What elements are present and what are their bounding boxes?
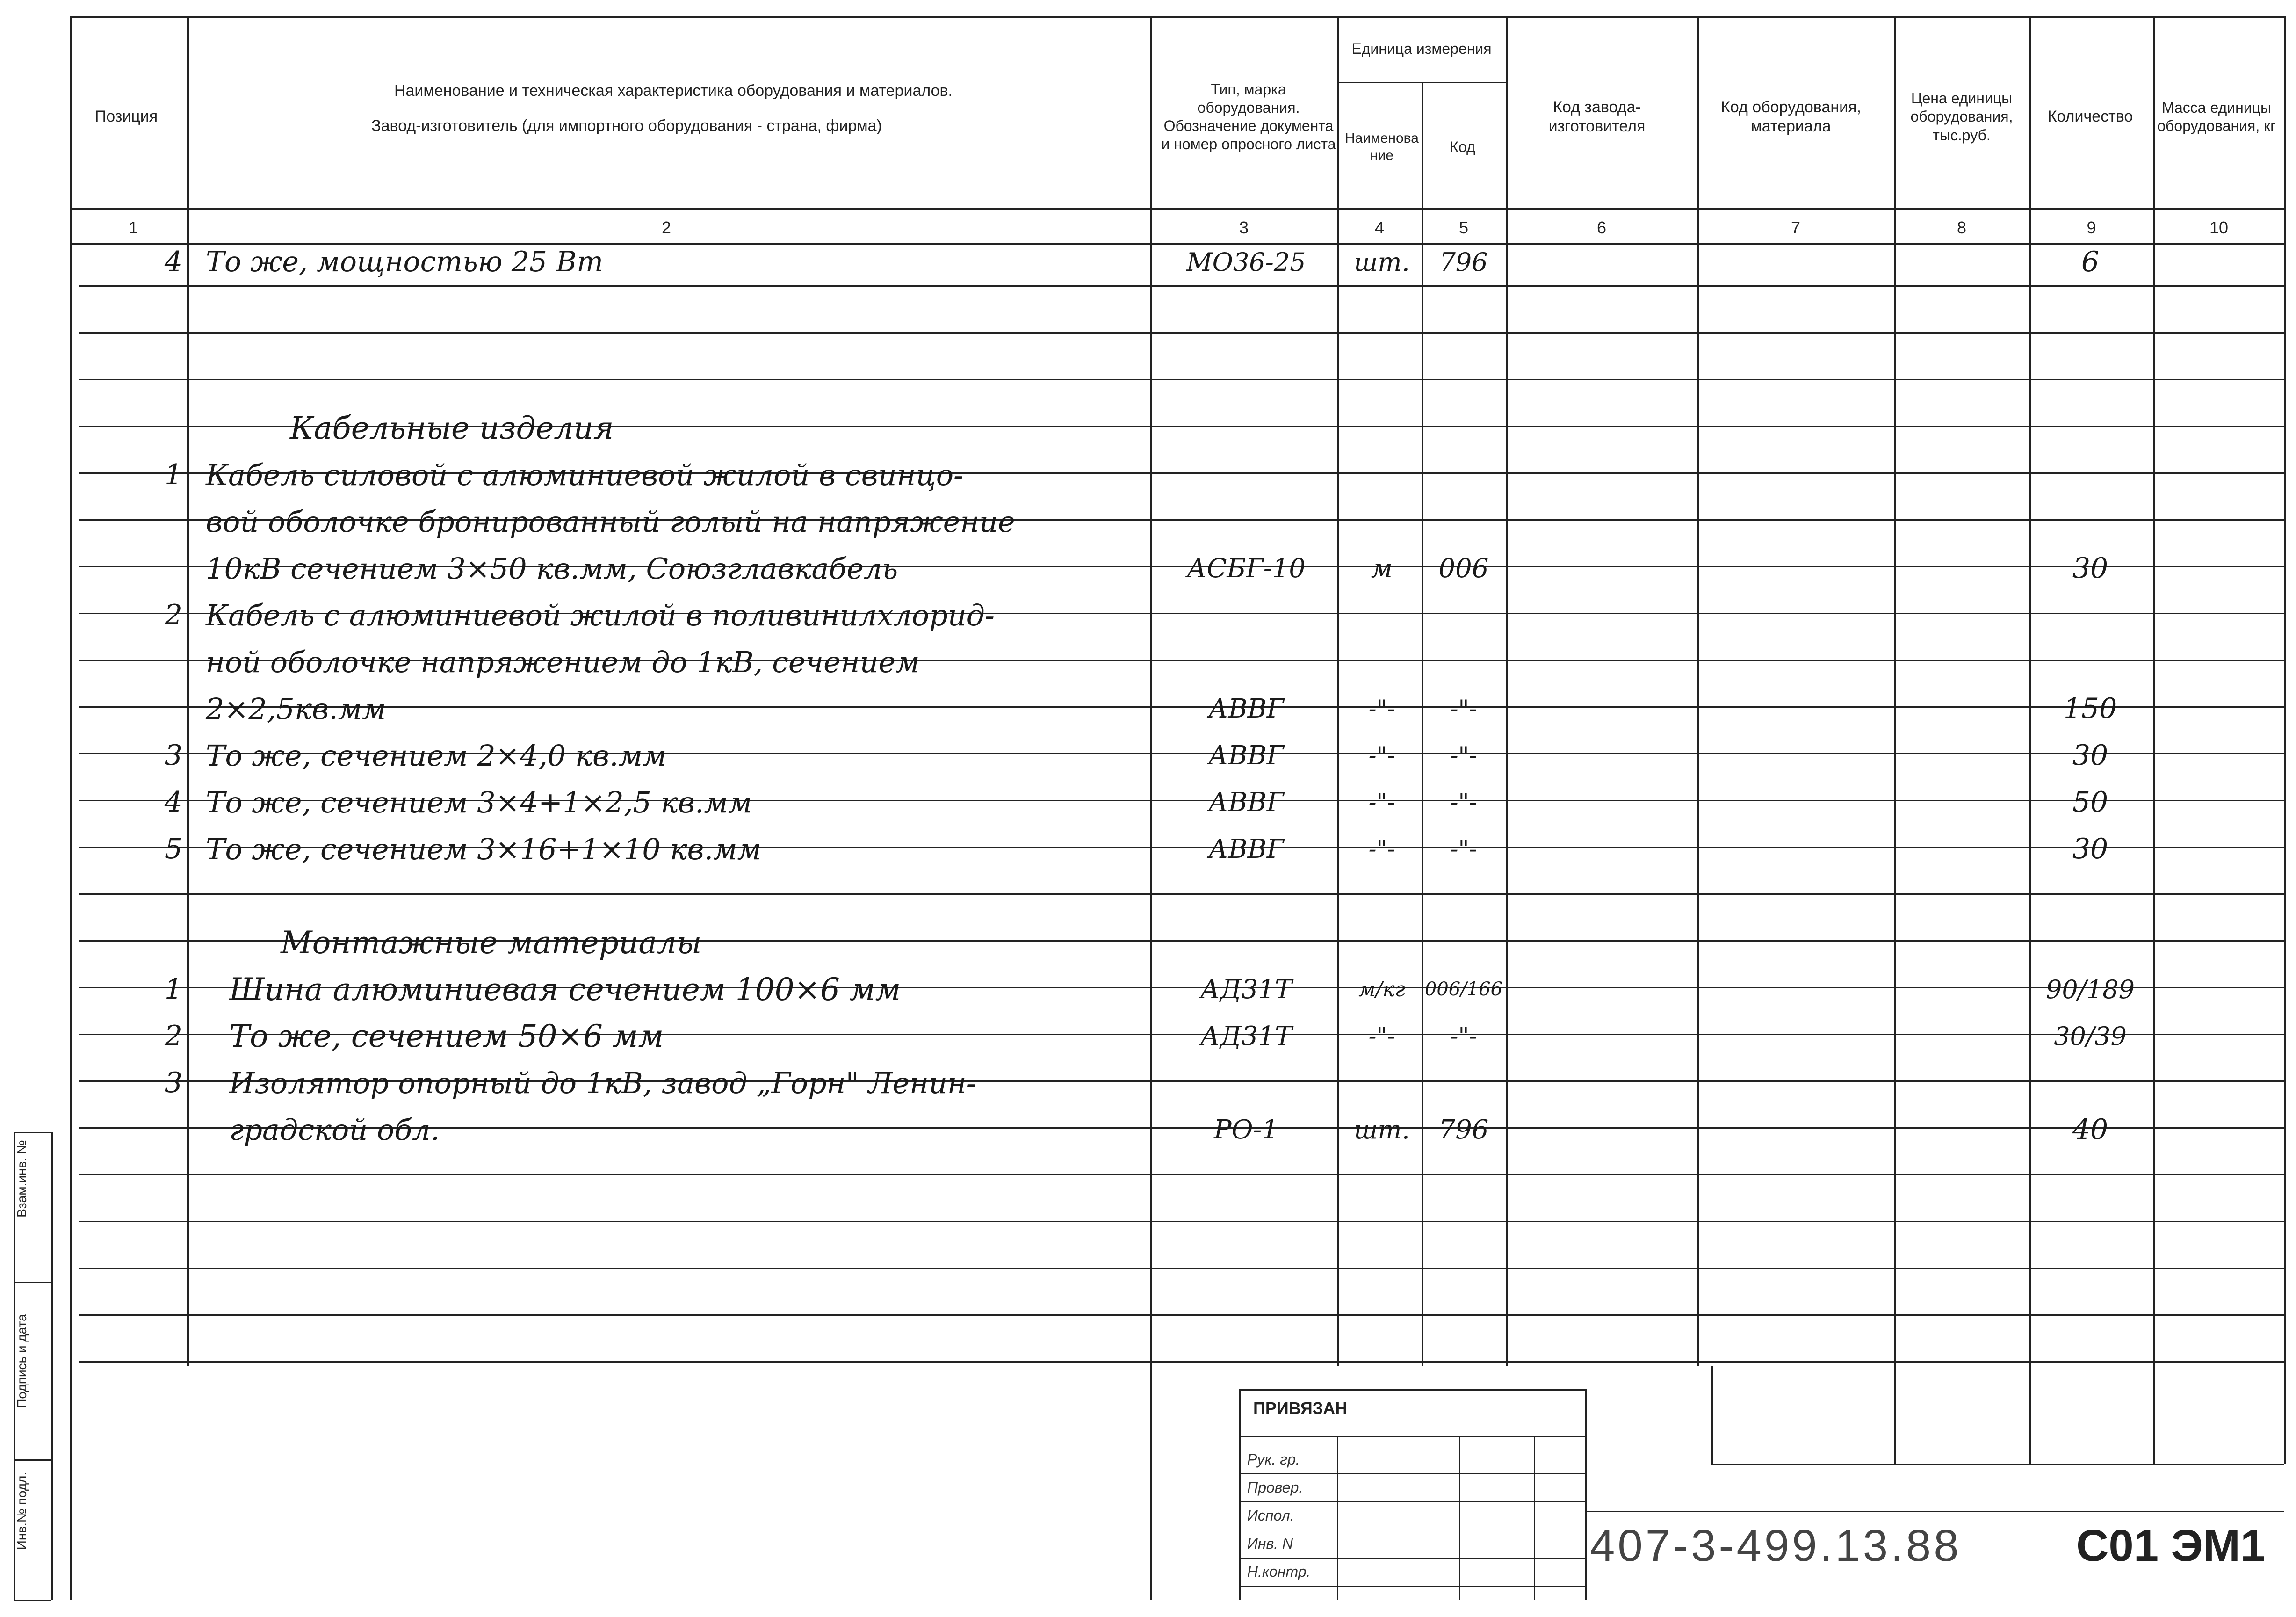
column-divider — [1150, 16, 1152, 1600]
row-unit: -"- — [1368, 835, 1395, 863]
lower-right-border — [1711, 1464, 2284, 1465]
row-unit: шт. — [1354, 247, 1410, 277]
header-unit-code: Код — [1450, 138, 1475, 156]
title-block-row-line — [1239, 1586, 1585, 1587]
row-name: Кабель силовой с алюминиевой жилой в свинцо- — [206, 457, 963, 492]
row-qty: 40 — [2072, 1113, 2108, 1146]
title-block-left — [1239, 1389, 1241, 1600]
row-divider — [79, 1314, 2284, 1316]
column-number-6: 6 — [1596, 218, 1607, 237]
table-top-border — [70, 16, 2284, 18]
row-qty: 30 — [2072, 833, 2108, 865]
section-title-cables: Кабельные изделия — [290, 410, 614, 446]
row-divider — [79, 1361, 2284, 1363]
row-code: -"- — [1450, 835, 1477, 863]
header-mass: Масса единицы оборудования, кг — [2157, 99, 2276, 134]
row-name: То же, сечением 3×4+1×2,5 кв.мм — [206, 785, 752, 819]
column-divider — [1506, 16, 1508, 1366]
row-divider — [79, 379, 2284, 380]
row-divider — [79, 1268, 2284, 1269]
row-name: Изолятор опорный до 1кВ, завод „Горн" Ленин- — [229, 1066, 976, 1100]
title-block-col-line — [1534, 1436, 1535, 1600]
row-name: То же, сечением 50×6 мм — [229, 1018, 664, 1054]
document-code: 407-3-499.13.88 — [1590, 1521, 1962, 1571]
row-code: 006 — [1438, 553, 1489, 584]
row-divider — [79, 332, 2284, 334]
column-divider — [1422, 82, 1423, 1366]
row-type: АВВГ — [1208, 693, 1284, 724]
column-divider — [1337, 16, 1339, 1366]
row-name: Кабель с алюминиевой жилой в поливинилхлорид- — [206, 598, 995, 632]
side-stamp-line — [14, 1282, 51, 1283]
row-qty: 30/39 — [2054, 1021, 2127, 1051]
row-position: 5 — [164, 833, 182, 865]
row-code: -"- — [1450, 1022, 1477, 1050]
row-code: -"- — [1450, 695, 1477, 722]
header-maker-code: Код завода-изготовителя — [1548, 98, 1646, 135]
row-position: 2 — [164, 1020, 182, 1052]
row-name: 2×2,5кв.мм — [206, 691, 386, 726]
header-name-line1: Наименование и техническая характеристика оборудования и материалов. — [394, 82, 953, 100]
row-name: градской обл. — [229, 1112, 440, 1147]
row-position: 3 — [164, 739, 182, 772]
row-divider — [79, 1174, 2284, 1175]
column-number-3: 3 — [1239, 218, 1249, 237]
row-name: То же, мощностью 25 Вт — [206, 246, 604, 278]
row-position: 4 — [164, 786, 182, 819]
title-block-col-line — [1337, 1436, 1338, 1600]
column-number-9: 9 — [2087, 218, 2096, 237]
row-position: 1 — [164, 973, 182, 1006]
row-code: 006/166 — [1424, 979, 1503, 1000]
row-type: АВВГ — [1208, 740, 1284, 771]
column-divider — [70, 16, 72, 1600]
row-qty: 150 — [2063, 692, 2117, 725]
header-unit-group: Единица измерения — [1351, 40, 1492, 58]
column-divider — [2029, 16, 2031, 1464]
column-number-2: 2 — [661, 218, 671, 237]
row-name: ной оболочке напряжением до 1кВ, сечением — [206, 645, 920, 679]
row-qty: 50 — [2072, 786, 2108, 819]
row-unit: шт. — [1354, 1115, 1410, 1145]
title-block-row: Испол. — [1247, 1507, 1294, 1524]
side-label-orig: Инв.№ подл. — [14, 1472, 29, 1550]
column-number-1: 1 — [128, 218, 138, 237]
row-name: вой оболочке бронированный голый на напряжение — [206, 504, 1015, 539]
row-name: То же, сечением 3×16+1×10 кв.мм — [206, 832, 762, 866]
row-unit: м/кг — [1358, 977, 1405, 1001]
row-code: 796 — [1439, 247, 1488, 277]
row-divider — [79, 1221, 2284, 1222]
row-code: 796 — [1438, 1114, 1489, 1145]
header-position: Позиция — [94, 108, 158, 126]
column-number-8: 8 — [1957, 218, 1967, 237]
row-type: АД31Т — [1200, 1021, 1292, 1051]
header-unit-name: Наименование — [1345, 131, 1419, 163]
column-divider — [187, 16, 189, 1366]
document-strip-top — [1585, 1511, 2284, 1512]
row-position: 3 — [164, 1066, 182, 1099]
row-divider — [79, 893, 2284, 895]
lower-right-left-border — [1711, 1366, 1713, 1465]
title-block-header: ПРИВЯЗАН — [1253, 1399, 1348, 1418]
row-position: 4 — [164, 246, 182, 278]
column-divider — [2284, 16, 2286, 1464]
header-quantity: Количество — [2047, 108, 2133, 126]
row-unit: м — [1371, 553, 1393, 584]
row-unit: -"- — [1368, 789, 1395, 816]
row-name: 10кВ сечением 3×50 кв.мм, Союзглавкабель — [206, 551, 898, 586]
column-number-10: 10 — [2209, 218, 2229, 237]
column-number-4: 4 — [1374, 218, 1385, 237]
row-code: -"- — [1450, 742, 1477, 769]
section-title-mounting: Монтажные материалы — [281, 924, 702, 961]
column-divider — [1697, 16, 1699, 1366]
row-name: То же, сечением 2×4,0 кв.мм — [206, 738, 667, 773]
title-block-row: Инв. N — [1247, 1535, 1293, 1552]
row-type: АД31Т — [1200, 974, 1292, 1005]
row-qty: 30 — [2072, 739, 2108, 772]
row-name: Шина алюминиевая сечением 100×6 мм — [229, 971, 901, 1008]
title-block-right — [1585, 1389, 1587, 1600]
column-number-7: 7 — [1791, 218, 1801, 237]
row-unit: -"- — [1368, 1022, 1395, 1050]
title-block-row: Рук. гр. — [1247, 1450, 1300, 1468]
title-block-row: Н.контр. — [1247, 1563, 1311, 1580]
row-divider — [79, 285, 2284, 287]
row-type: МО36-25 — [1186, 247, 1306, 277]
row-unit: -"- — [1368, 742, 1395, 769]
row-qty: 90/189 — [2046, 974, 2135, 1004]
column-number-5: 5 — [1458, 218, 1469, 237]
row-code: -"- — [1450, 789, 1477, 816]
side-stamp-line — [14, 1600, 51, 1601]
header-equipment-code: Код оборудования, материала — [1721, 98, 1861, 135]
title-block-divider — [1239, 1436, 1585, 1437]
row-unit: -"- — [1368, 695, 1395, 722]
header-name-line2: Завод-изготовитель (для импортного оборудования - страна, фирма) — [371, 117, 882, 135]
sheet-code: С01 ЭМ1 — [2076, 1521, 2266, 1571]
row-position: 1 — [164, 458, 182, 491]
header-bottom-border — [70, 208, 2284, 210]
row-type: АВВГ — [1208, 834, 1284, 864]
title-block-col-line — [1459, 1436, 1460, 1600]
side-stamp-right — [51, 1132, 53, 1600]
title-block-row: Провер. — [1247, 1479, 1303, 1496]
row-qty: 30 — [2072, 552, 2108, 585]
side-label-inv: Взам.инв. № — [14, 1140, 29, 1218]
title-block-top — [1239, 1389, 1585, 1391]
side-label-sign: Подпись и дата — [14, 1314, 29, 1408]
row-qty: 6 — [2081, 246, 2100, 278]
row-type: РО-1 — [1213, 1114, 1279, 1145]
row-type: АВВГ — [1208, 787, 1284, 818]
column-divider — [1894, 16, 1896, 1464]
header-type: Тип, марка оборудования. Обозначение документа и номер опросного листа — [1161, 80, 1336, 153]
header-price: Цена единицы оборудования, тыс.руб. — [1910, 90, 2013, 144]
column-divider — [2153, 16, 2155, 1464]
row-type: АСБГ-10 — [1187, 553, 1306, 584]
row-position: 2 — [164, 599, 182, 631]
